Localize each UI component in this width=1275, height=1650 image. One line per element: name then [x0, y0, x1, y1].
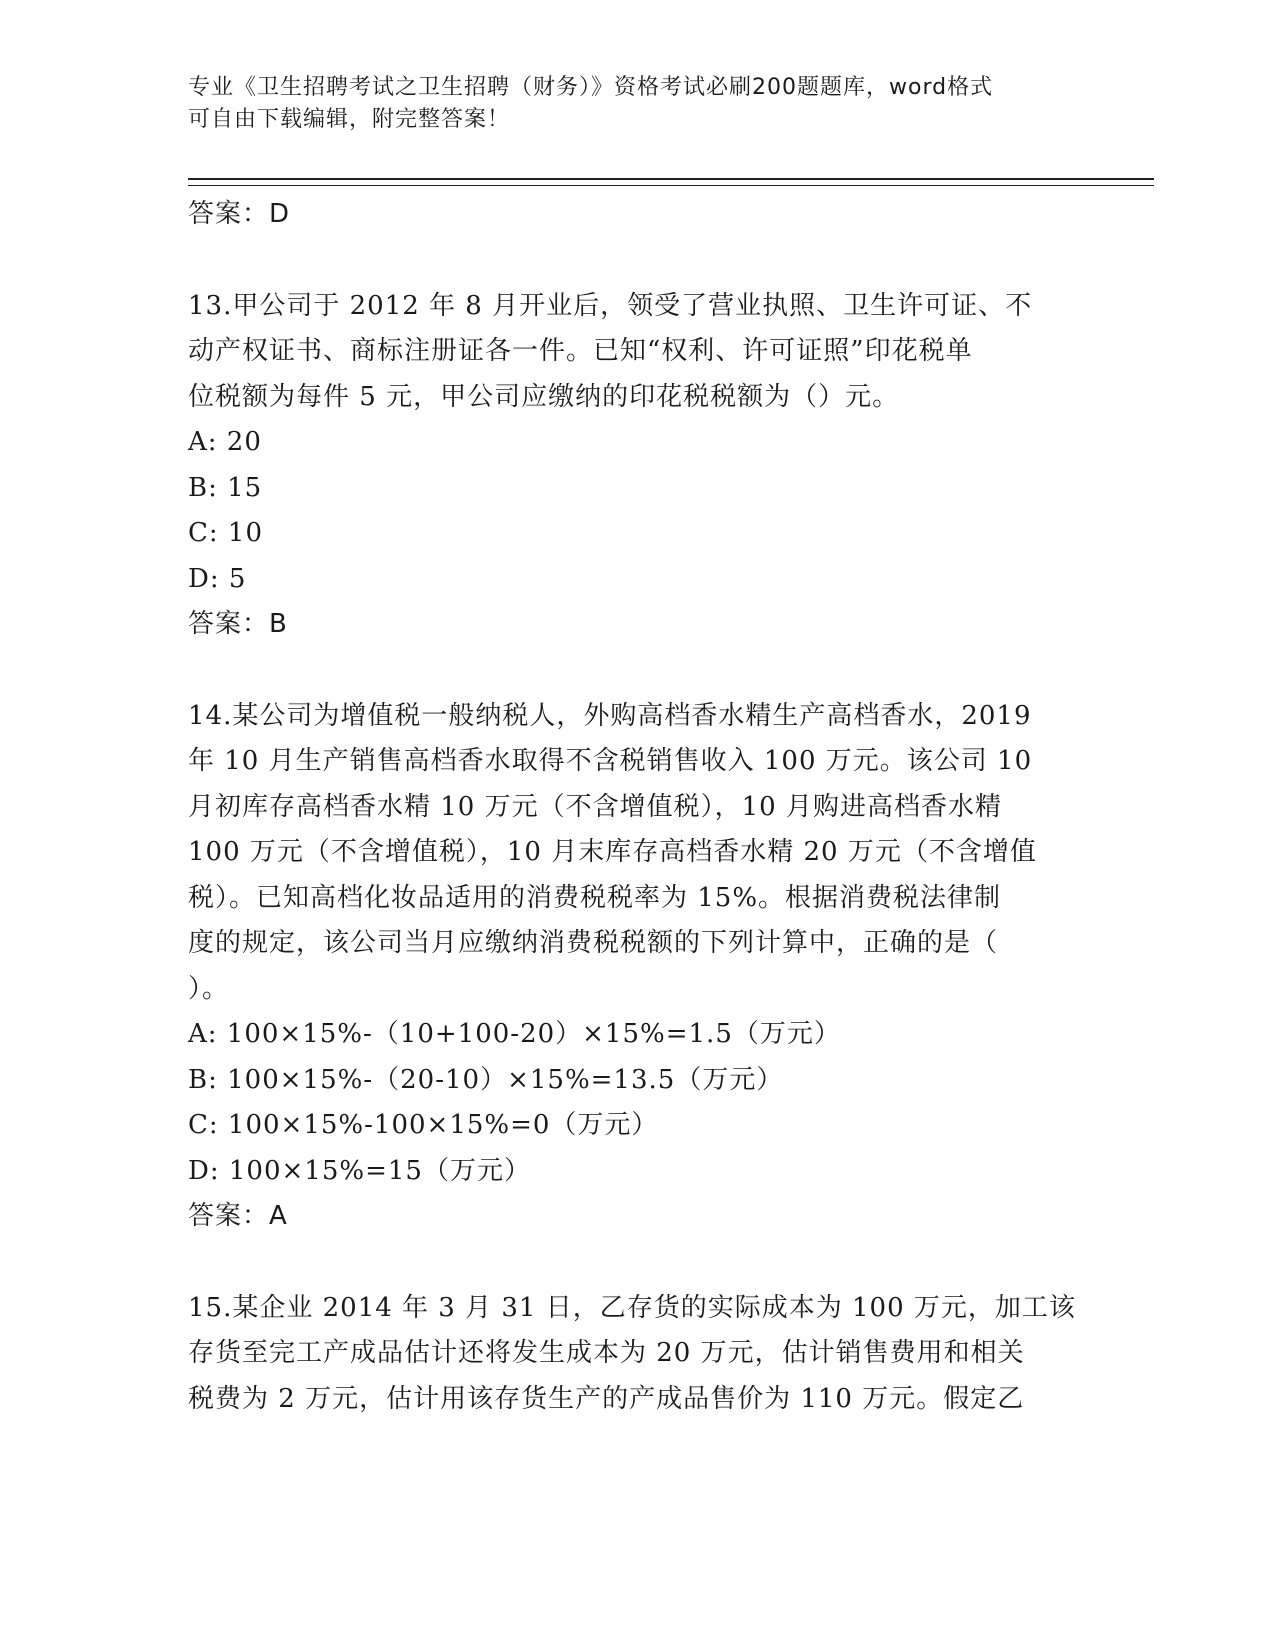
answer-13: 答案：B [188, 609, 288, 639]
question-15-stem [188, 1286, 1088, 1423]
question-13 [188, 284, 1088, 648]
stem-line: 14.某公司为增值税一般纳税人，外购高档香水精生产高档香水，2019 [188, 700, 1032, 731]
stem-line: 度的规定，该公司当月应缴纳消费税税额的下列计算中，正确的是（ [188, 928, 999, 958]
question-15 [188, 1286, 1088, 1423]
stem-line: 存货至完工产成品估计还将发生成本为 20 万元，估计销售费用和相关 [188, 1338, 1025, 1368]
stem-line: 月初库存高档香水精 10 万元（不含增值税），10 月购进高档香水精 [188, 791, 1002, 822]
option-d: D: 100×15%=15（万元） [188, 1155, 531, 1186]
option-a: A: 20 [188, 427, 262, 457]
stem-line: 100 万元（不含增值税），10 月末库存高档香水精 20 万元（不含增值 [188, 837, 1037, 867]
stem-line: 位税额为每件 5 元，甲公司应缴纳的印花税税额为（）元。 [188, 381, 900, 412]
stem-line: 13.甲公司于 2012 年 8 月开业后，领受了营业执照、卫生许可证、不 [188, 290, 1033, 321]
stem-line: 15.某企业 2014 年 3 月 31 日，乙存货的实际成本为 100 万元，加工该 [188, 1292, 1076, 1323]
stem-line: 税费为 2 万元，估计用该存货生产的产成品售价为 110 万元。假定乙 [188, 1383, 1025, 1414]
spacer [188, 1240, 1088, 1286]
spacer [188, 238, 1088, 284]
spacer [188, 648, 1088, 694]
stem-line: 动产权证书、商标注册证各一件。已知“权利、许可证照”印花税单 [188, 336, 973, 366]
question-14-stem [188, 694, 1088, 1013]
option-b: B: 15 [188, 472, 263, 503]
option-a: A: 100×15%-（10+100-20）×15%=1.5（万元） [188, 1019, 841, 1049]
header-divider [188, 178, 1154, 186]
question-13-stem [188, 284, 1088, 421]
answer-prev: 答案：D [188, 199, 291, 229]
answer-14: 答案：A [188, 1201, 288, 1231]
option-d: D: 5 [188, 563, 247, 594]
option-c: C: 100×15%-100×15%=0（万元） [188, 1110, 659, 1140]
page-header [188, 72, 1088, 136]
option-b: B: 100×15%-（20-10）×15%=13.5（万元） [188, 1064, 784, 1095]
header-line-2: 可自由下载编辑，附完整答案！ [188, 107, 511, 132]
stem-line: 年 10 月生产销售高档香水取得不含税销售收入 100 万元。该公司 10 [188, 746, 1033, 776]
stem-line: 税）。已知高档化妆品适用的消费税税率为 15%。根据消费税法律制 [188, 882, 1002, 913]
question-14 [188, 694, 1088, 1240]
document-body [188, 192, 1088, 1422]
option-c: C: 10 [188, 518, 264, 548]
header-line-1: 专业《卫生招聘考试之卫生招聘（财务）》资格考试必刷200题题库，word格式 [188, 75, 994, 100]
stem-line: ）。 [188, 973, 230, 1004]
